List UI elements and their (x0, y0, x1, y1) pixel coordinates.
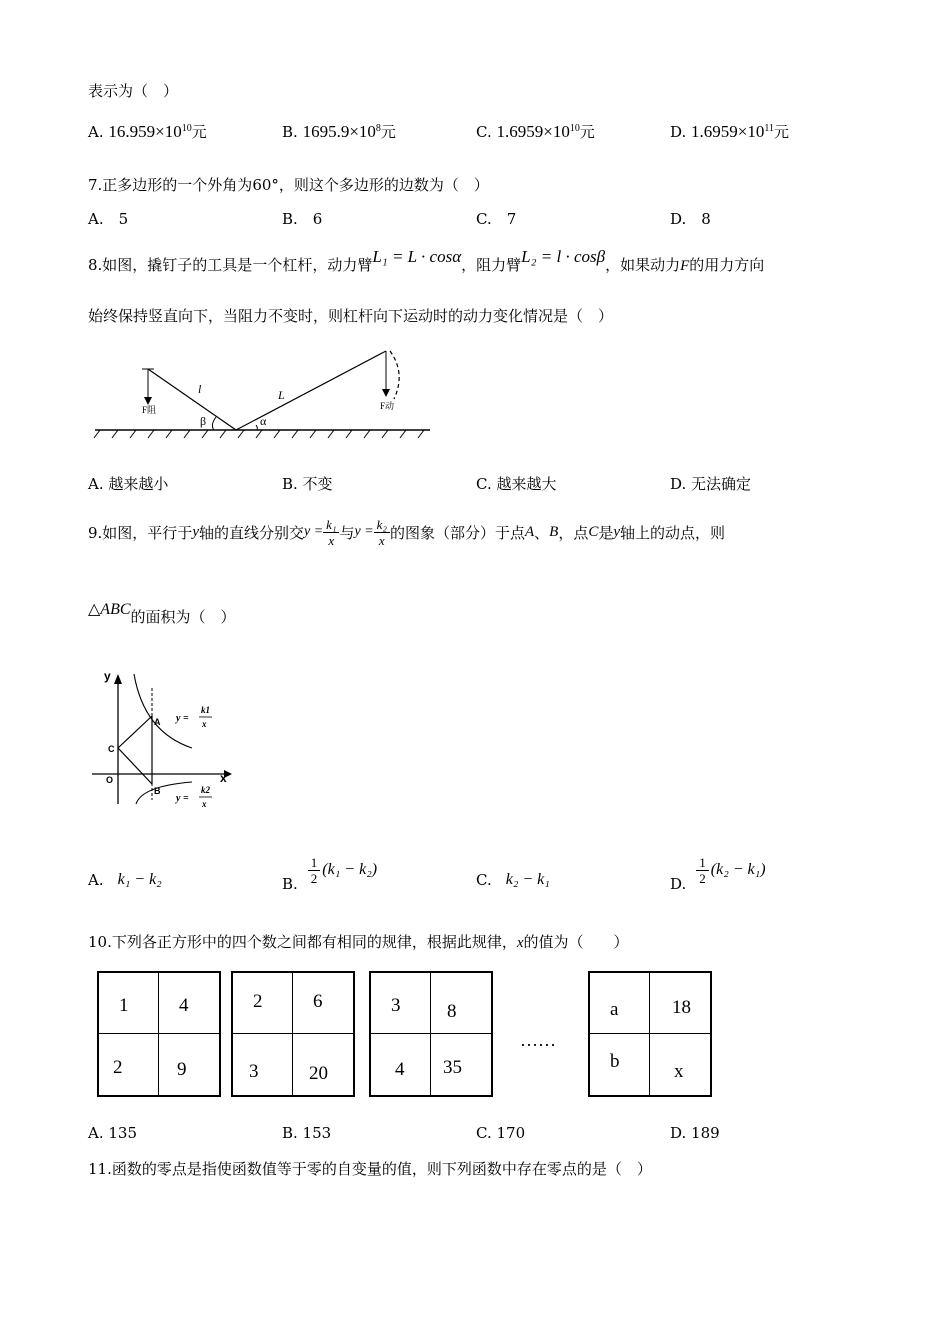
q7-option-a[interactable]: A. 5 (88, 210, 129, 228)
lever-figure (90, 345, 435, 440)
q6-option-b[interactable]: B. $1695.9\times 10^8$元 (282, 122, 396, 141)
label-L: L (278, 388, 285, 402)
q10-option-b[interactable]: B. 153 (282, 1124, 332, 1142)
q7-option-c[interactable]: C. 7 (476, 210, 517, 228)
q6-option-c[interactable]: C. $1.6959\times 10^{10}$元 (476, 122, 595, 141)
label-beta: β (200, 414, 207, 428)
option-mantissa: 1.6959 (691, 122, 738, 141)
option-exponent: 8 (375, 123, 381, 134)
q8-option-c[interactable]: C. 越来越大 (476, 475, 557, 493)
label-l: l (198, 382, 202, 396)
q9-option-b[interactable]: B. $\frac{1}{2}$ (k₁ − k₂) (282, 854, 378, 893)
q9-stem: 9.如图，平行于 y 轴的直线分别交 y = $\frac{\text{k₁}}{x}$ 与 y = $\frac{\text{k₂}}{x}$ 的图象（部分）于点 A 、 B ，点 C 是 y 轴上的动点，则 (88, 516, 726, 548)
point-b-label: B (154, 786, 161, 796)
curve1-numerator: k1 (201, 705, 210, 715)
number-square-1: 1 4 2 9 (97, 971, 221, 1097)
axis-label-y: y (104, 669, 111, 683)
ellipsis: …… (520, 1030, 556, 1050)
formula-l2: L₂ = l · cosβ (521, 247, 606, 266)
q7-option-d[interactable]: D. 8 (670, 210, 711, 228)
q10-option-a[interactable]: A. 135 (88, 1124, 137, 1142)
q9-option-d[interactable]: D. $\frac{1}{2}$ (k₂ − k₁) (670, 854, 766, 893)
q7-stem: 7.正多边形的一个外角为60°，则这个多边形的边数为（ ） (88, 176, 489, 194)
option-mantissa: 1695.9 (302, 122, 350, 141)
hyperbola-figure (88, 668, 238, 818)
label-alpha: α (260, 414, 267, 428)
q8-stem: 8.如图，撬钉子的工具是一个杠杆，动力臂L₁ = L · cosα，阻力臂L₂ = l · cosβ，如果动力F的用力方向 (88, 247, 765, 274)
option-unit: 元 (191, 123, 207, 141)
q10-stem: 10.下列各正方形中的四个数之间都有相同的规律，根据此规律，x的值为（ ） (88, 933, 629, 951)
question-continuation: 表示为（ ） (88, 82, 179, 100)
q6-option-a[interactable]: A. $16.959\times 10^{10}$元 (88, 122, 207, 141)
q8-stem-line2: 始终保持竖直向下，当阻力不变时，则杠杆向下运动时的动力变化情况是（ ） (88, 307, 614, 325)
q9-option-a[interactable]: A. k₁ − k₂ (88, 871, 162, 889)
option-mantissa: 1.6959 (496, 122, 544, 141)
option-exponent: 10 (181, 123, 192, 134)
svg-text:y =: y = (176, 713, 189, 724)
q11-stem: 11.函数的零点是指使函数值等于零的自变量的值，则下列函数中存在零点的是（ ） (88, 1160, 652, 1178)
option-unit: 元 (579, 123, 595, 141)
number-square-3: 3 8 4 35 (369, 971, 493, 1097)
q8-option-a[interactable]: A. 越来越小 (88, 475, 169, 493)
fraction-k1-over-x: $\frac{\text{k₁}}{x}$ (323, 517, 339, 548)
q9-option-c[interactable]: C. k₂ − k₁ (476, 871, 550, 889)
option-label: D. (670, 123, 687, 141)
q10-option-d[interactable]: D. 189 (670, 1124, 720, 1142)
option-exponent: 11 (764, 123, 775, 134)
option-mantissa: 16.959 (108, 122, 156, 141)
q8-option-d[interactable]: D. 无法确定 (670, 475, 752, 493)
q7-option-b[interactable]: B. 6 (282, 210, 323, 228)
svg-text:x: x (202, 719, 207, 729)
label-f-resistance: F阻 (142, 405, 157, 415)
option-label: A. (88, 123, 104, 141)
origin-label: O (106, 775, 114, 785)
option-label: C. (476, 123, 492, 141)
label-f-dynamic: F动 (380, 401, 395, 411)
point-c-label: C (108, 744, 115, 754)
number-square-2: 2 6 3 20 (231, 971, 355, 1097)
q6-option-d[interactable]: D. $1.6959\times 10^{11}$元 (670, 122, 790, 141)
option-unit: 元 (774, 123, 790, 141)
q9-stem-line2: △ABC的面积为（ ） (88, 601, 236, 626)
point-a-label: A (154, 717, 161, 727)
option-unit: 元 (380, 123, 396, 141)
formula-l1: L₁ = L · cosα (372, 247, 462, 266)
option-exponent: 10 (569, 123, 580, 134)
curve2-numerator: k2 (201, 785, 210, 795)
svg-text:y =: y = (176, 793, 189, 804)
option-label: B. (282, 123, 298, 141)
q8-option-b[interactable]: B. 不变 (282, 475, 333, 493)
svg-text:x: x (202, 799, 207, 809)
axis-label-x: x (220, 771, 227, 785)
number-square-4: a 18 b x (588, 971, 712, 1097)
q10-option-c[interactable]: C. 170 (476, 1124, 526, 1142)
fraction-k2-over-x: $\frac{\text{k₂}}{x}$ (374, 517, 390, 548)
